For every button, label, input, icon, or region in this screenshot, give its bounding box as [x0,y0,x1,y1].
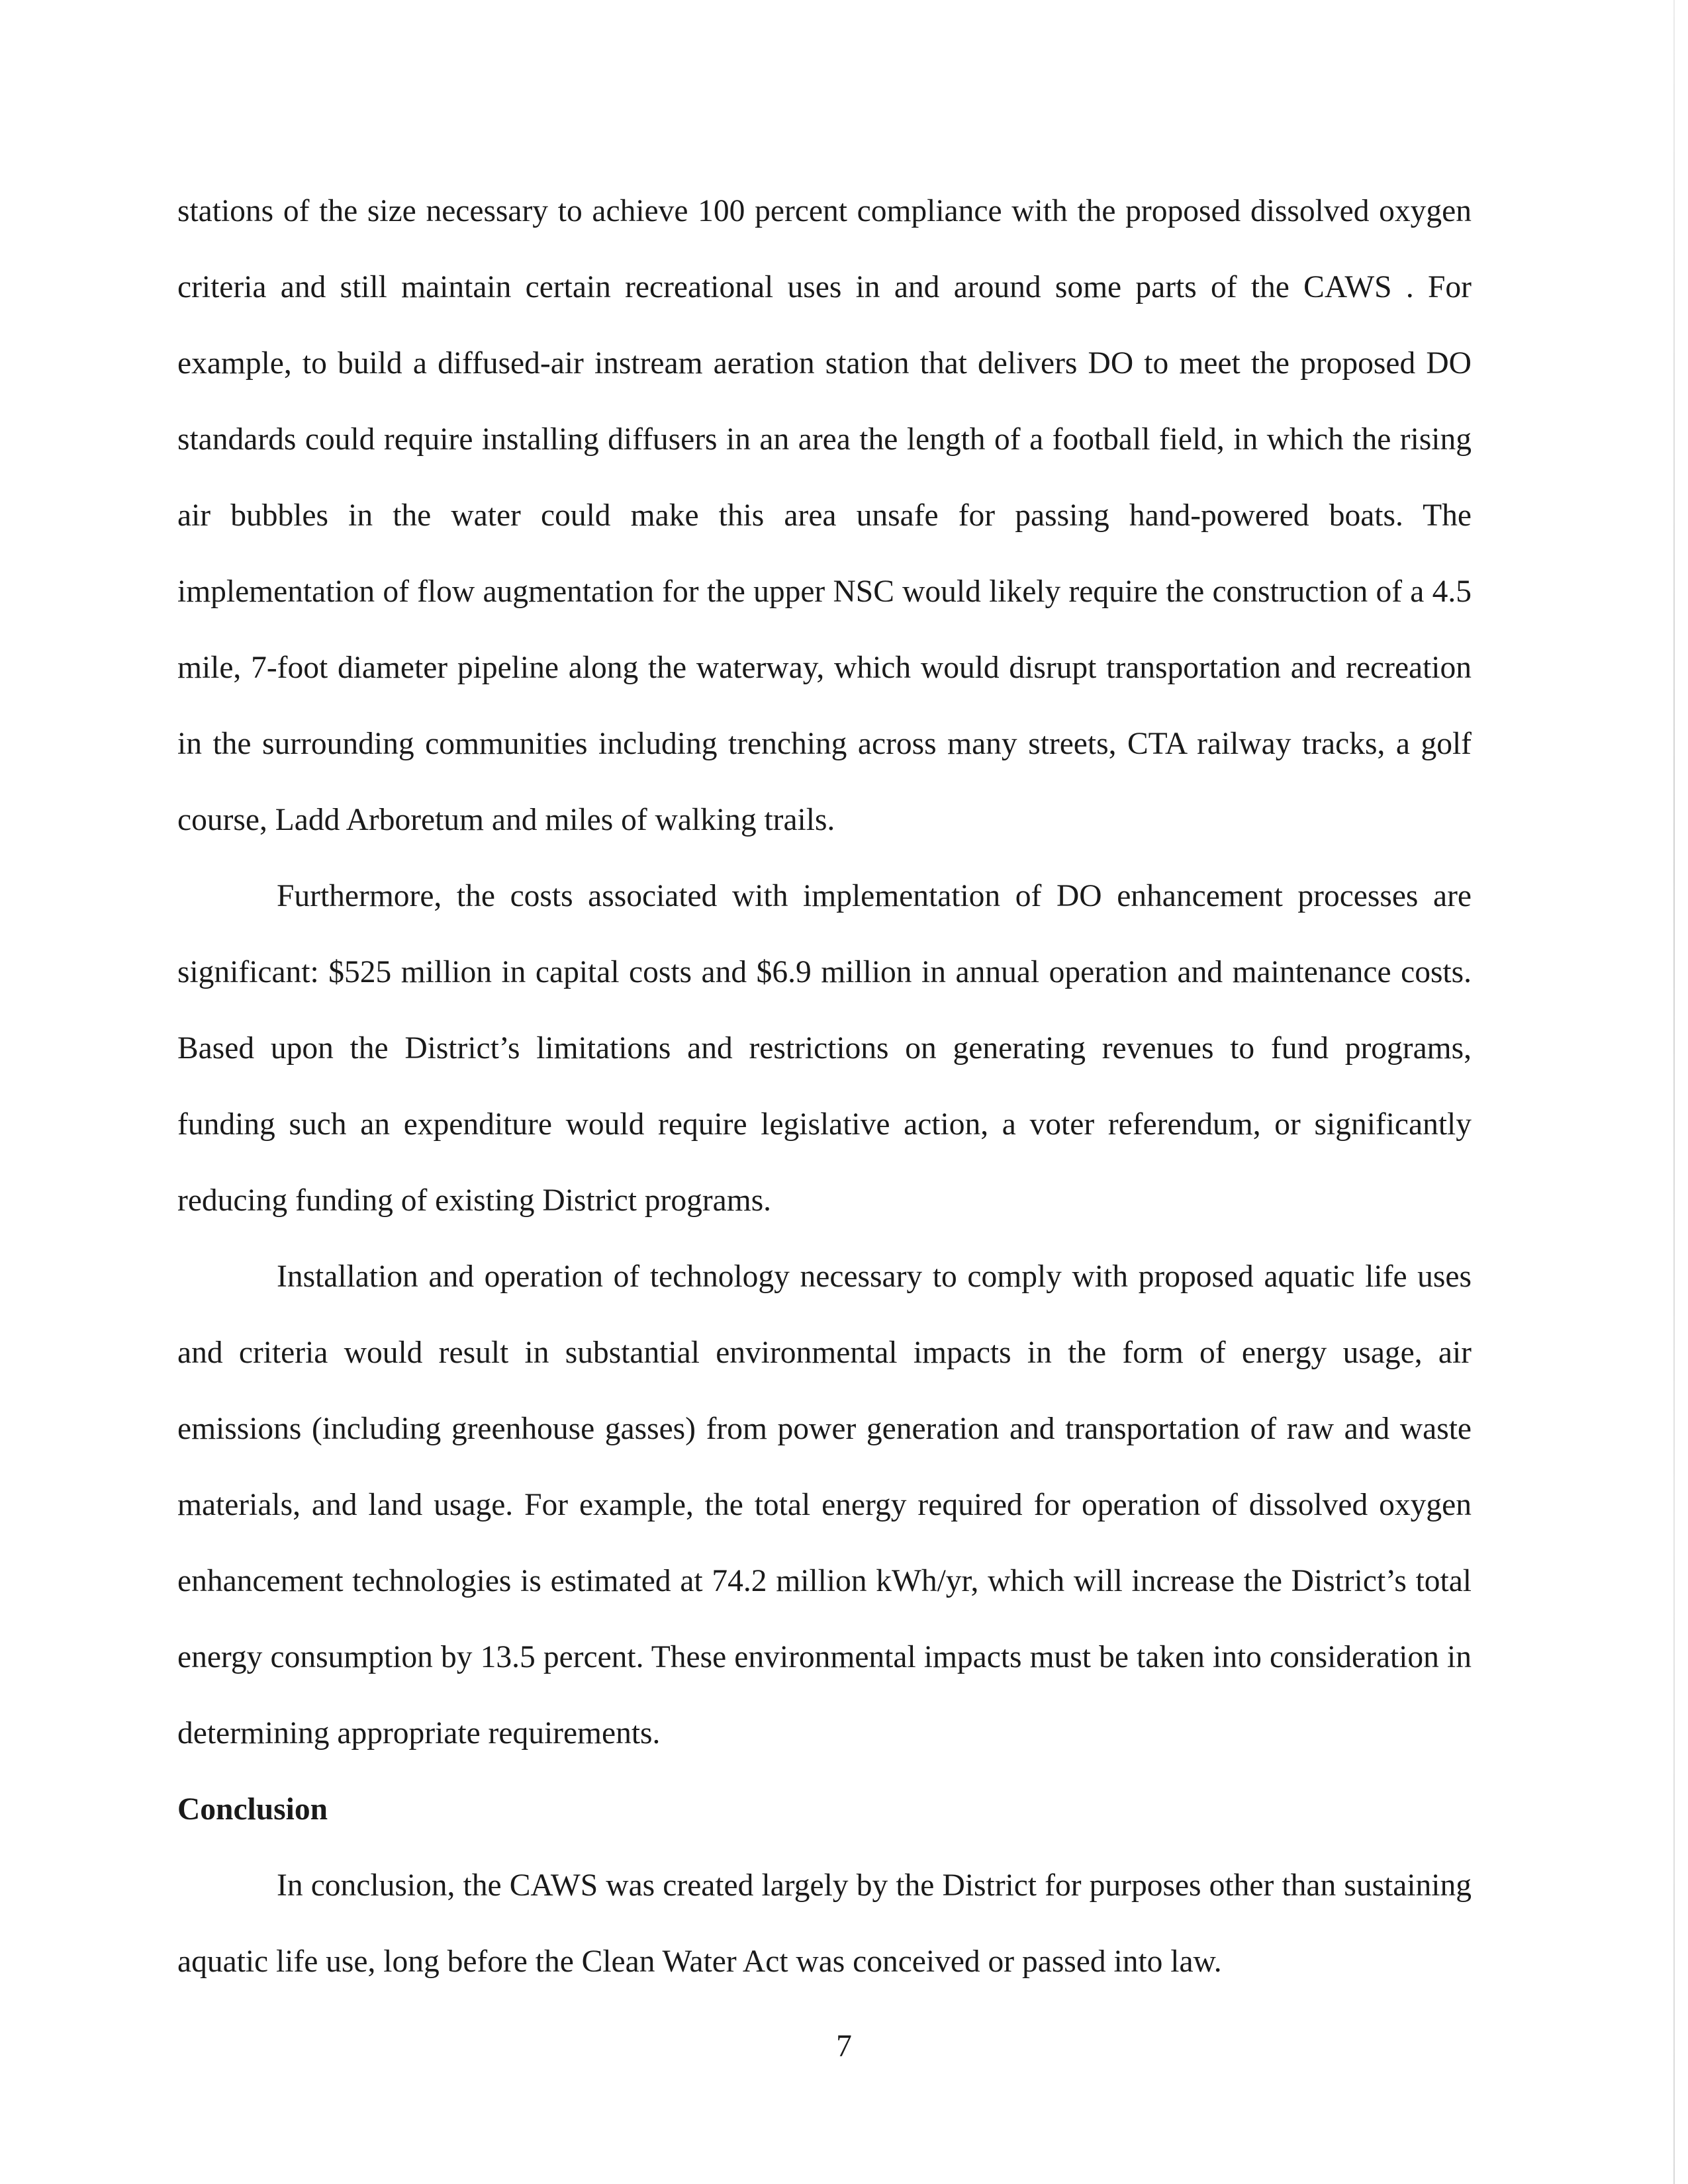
page-number: 7 [836,2029,852,2064]
paragraph-aeration-and-flow: stations of the size necessary to achieve 100 percent compliance with the proposed dissolved oxygen criteria and still maintain certain recreational uses in and around some parts of the CAWS . For example, to build a diffused-air instream aeration station that delivers DO to meet the proposed DO standards could require installing diffusers in an area the length of a football field, in which the rising air bubbles in the water could make this area unsafe for passing hand-powered boats. The implementation of flow augmentation for the upper NSC would likely require the construction of a 4.5 mile, 7-foot diameter pipeline along the waterway, which would disrupt transportation and recreation in the surrounding communities including trenching across many streets, CTA railway tracks, a golf course, Ladd Arboretum and miles of walking trails. [177,194,1472,837]
paragraph-environmental-impacts: Installation and operation of technology necessary to comply with proposed aquatic life uses and criteria would result in substantial environmental impacts in the form of energy usage, air emissions (including greenhouse gasses) from power generation and transportation of raw and waste materials, and land usage. For example, the total energy required for operation of dissolved oxygen enhancement technologies is estimated at 74.2 million kWh/yr, which will increase the District’s total energy consumption by 13.5 percent. These environmental impacts must be taken into consideration in determining appropriate requirements. [177,1259,1472,1751]
conclusion-heading: Conclusion [177,1792,328,1827]
scan-edge-line [1673,0,1675,2184]
paragraph-conclusion: In conclusion, the CAWS was created largely by the District for purposes other than sustaining aquatic life use, long before the Clean Water Act was conceived or passed into law. [177,1868,1472,1979]
paragraph-costs: Furthermore, the costs associated with implementation of DO enhancement processes are significant: $525 million in capital costs and $6.9 million in annual operation and maintenance costs. Based upon the District’s limitations and restrictions on generating revenues to fund programs, funding such an expenditure would require legislative action, a voter referendum, or significantly reducing funding of existing District programs. [177,879,1472,1218]
body-text [177,173,1472,2000]
